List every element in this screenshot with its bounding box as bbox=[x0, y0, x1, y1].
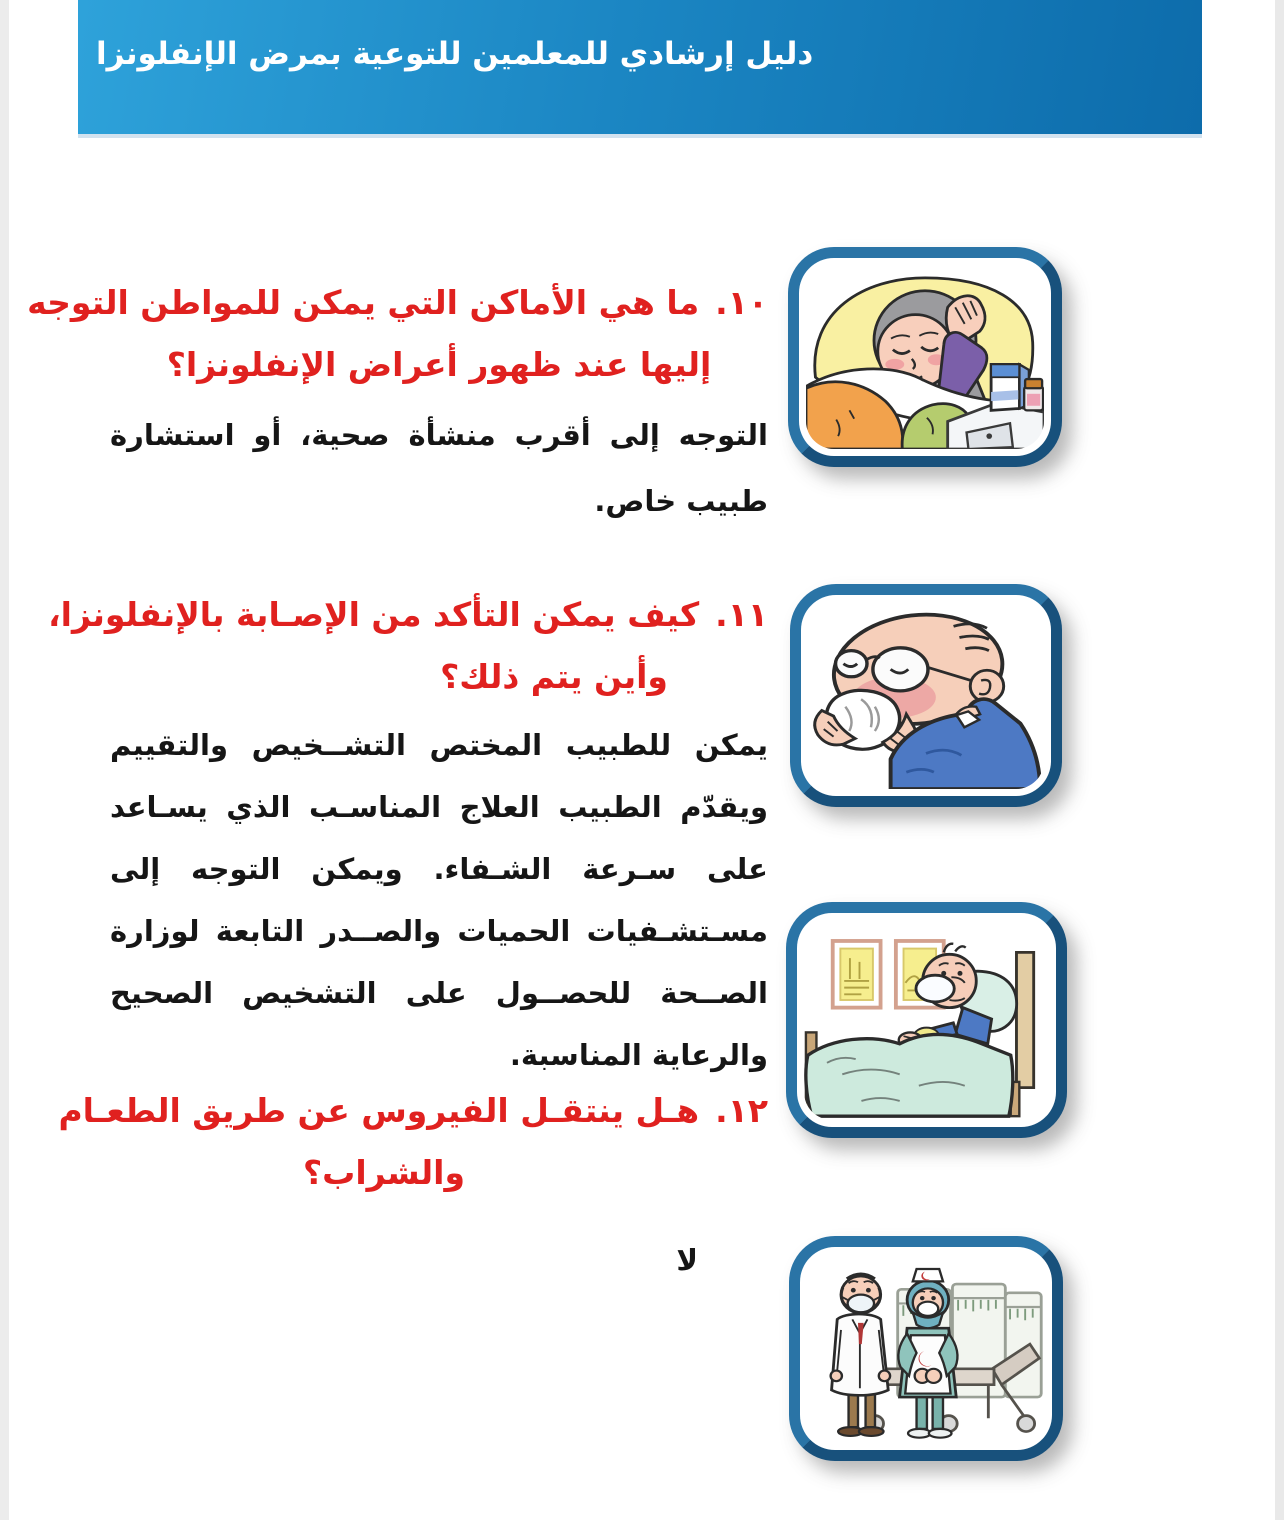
question-11-line-1 bbox=[48, 584, 768, 646]
question-10-number: ١٠. bbox=[715, 283, 768, 322]
question-10-heading bbox=[27, 272, 768, 396]
header-bar bbox=[78, 0, 1202, 138]
man-blowing-nose-illustration bbox=[790, 584, 1062, 807]
question-11-heading bbox=[48, 584, 768, 708]
question-12-heading bbox=[58, 1080, 768, 1204]
question-11-line-2: وأين يتم ذلك؟ bbox=[440, 657, 668, 696]
question-10-line-2: إليها عند ظهور أعراض الإنفلونزا؟ bbox=[166, 345, 712, 384]
man-blowing-nose-svg bbox=[808, 602, 1044, 789]
question-12-number: ١٢. bbox=[715, 1091, 768, 1130]
question-10-line-1 bbox=[27, 272, 768, 334]
answer-12: لا bbox=[676, 1243, 698, 1277]
masked-patient-in-bed-illustration bbox=[786, 902, 1067, 1138]
page-left-gutter bbox=[0, 0, 9, 1520]
question-10-text: ما هي الأماكن التي يمكن للمواطن التوجه bbox=[27, 283, 700, 322]
question-11-text: كيف يمكن التأكد من الإصـابة بالإنفلونزا، bbox=[48, 595, 700, 634]
page-title: دليل إرشادي للمعلمين للتوعية بمرض الإنفلونزا bbox=[96, 36, 814, 72]
doctor-and-nurse-svg bbox=[807, 1254, 1045, 1443]
question-12-text: هـل ينتقـل الفيروس عن طريق الطعـام bbox=[58, 1091, 700, 1130]
masked-patient-in-bed-svg bbox=[804, 920, 1049, 1120]
page-right-gutter bbox=[1275, 0, 1284, 1520]
question-12-line-1 bbox=[58, 1080, 768, 1142]
answer-11: يمكن للطبيب المختص التشــخيص والتقييم ويقدّم الطبيب العلاج المناسـب الذي يسـاعد على سـرعة الشـفاء. ويمكن التوجه إلى مسـتشـفيات الحميات والصــدر التابعة لوزارة الصــحة للحصــول على التشخيص الصحيح والرعاية المناسبة. bbox=[110, 728, 768, 1072]
doctor-and-nurse-illustration bbox=[789, 1236, 1063, 1461]
question-12-line-2: والشراب؟ bbox=[303, 1153, 465, 1192]
answer-10: التوجه إلى أقرب منشأة صحية، أو استشارة طبيب خاص. bbox=[110, 418, 768, 518]
question-11-number: ١١. bbox=[715, 595, 768, 634]
sick-woman-sleeping-svg bbox=[806, 265, 1044, 449]
sick-woman-sleeping-illustration bbox=[788, 247, 1062, 467]
